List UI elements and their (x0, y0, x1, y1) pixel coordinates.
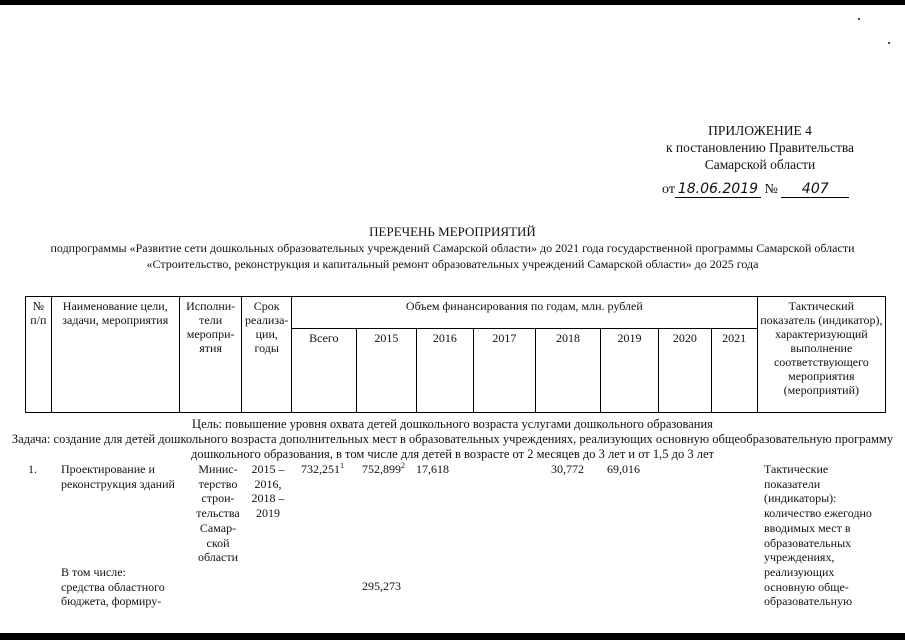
goal-text: Цель: повышение уровня охвата детей дошкольного возраста услугами дошкольного образования (192, 417, 713, 431)
header-year-2019: 2019 (600, 329, 658, 413)
header-funding: Объем финансирования по годам, млн. рублей (292, 297, 758, 329)
header-year-total: Всего (292, 329, 357, 413)
row1-executor-line: строи- (201, 491, 235, 506)
header-year-2016: 2016 (417, 329, 473, 413)
row1-indicator (764, 462, 872, 609)
row1-executor-line: Самар- (199, 520, 237, 535)
header-executors: Исполни-тели меропри-ятия (179, 297, 242, 413)
row1-2015-value: 752,899 (362, 462, 401, 476)
scan-speck (888, 42, 890, 44)
subprogram-line-2: «Строительство, реконструкция и капитальный ремонт образовательных учреждений Самарской области» до 2025 года (146, 257, 759, 271)
row1-term-line: 2019 (256, 506, 280, 521)
row1-name (61, 462, 175, 491)
appendix-block (640, 122, 880, 173)
row1-indicator-line: Тактические (764, 462, 829, 476)
row1-indicator-line: показатели (764, 476, 821, 491)
subrow-name-line: бюджета, формиру- (61, 594, 162, 609)
row1-2015-footnote: 2 (401, 461, 405, 470)
measures-table-header (25, 296, 886, 413)
header-num: № п/п (26, 297, 52, 413)
handwritten-number: 407 (781, 182, 849, 198)
row1-name-line: Проектирование и (61, 462, 155, 476)
row1-total-value: 732,251 (301, 462, 340, 476)
task-text-line-1: Задача: создание для детей дошкольного возраста дополнительных мест в образовательных учреждениях, реализующих основную общеобразовательную программу (11, 432, 894, 446)
row1-indicator-line: вводимых мест в (764, 520, 851, 535)
header-year-2021: 2021 (711, 329, 757, 413)
row1-term-line: 2018 – (251, 491, 285, 506)
row1-executor-line: ской (206, 535, 230, 550)
handwritten-date: 18.06.2019 (675, 182, 761, 198)
header-year-2020: 2020 (659, 329, 711, 413)
row1-indicator-line: основную обще- (764, 579, 849, 594)
resolution-date-line (662, 182, 849, 198)
row1-number: 1. (28, 462, 37, 476)
row1-term-line: 2015 – (251, 462, 285, 476)
header-term: Срок реализа-ции, годы (242, 297, 292, 413)
row1-indicator-line: (индикаторы): (764, 491, 837, 506)
appendix-resolution: к постановлению Правительства (665, 140, 855, 155)
row1-executor (192, 462, 244, 565)
subprogram-line-1: подпрограммы «Развитие сети дошкольных образовательных учреждений Самарской области» до 2021 года государственной программы Самарской области (50, 241, 855, 255)
document-title: ПЕРЕЧЕНЬ МЕРОПРИЯТИЙ (369, 224, 536, 239)
scan-speck (858, 18, 860, 20)
appendix-title: ПРИЛОЖЕНИЕ 4 (708, 123, 812, 138)
row1-indicator-line: образовательных (764, 535, 852, 550)
bottom-scan-border (0, 633, 905, 640)
row1-indicator-line: учреждениях, (764, 550, 835, 565)
header-year-2015: 2015 (356, 329, 417, 413)
row1-total-footnote: 1 (340, 461, 344, 470)
row1-2018: 30,772 (551, 462, 584, 476)
row1-2015 (362, 462, 405, 476)
row1-term (246, 462, 290, 521)
number-label: № (764, 182, 778, 197)
header-name: Наименование цели, задачи, мероприятия (51, 297, 179, 413)
subrow-name-line: средства областного (61, 579, 165, 594)
row1-indicator-line: образовательную (764, 594, 853, 609)
row1-executor-line: тельства (196, 506, 240, 521)
header-indicator: Тактический показатель (индикатор), характеризующий выполнение соответствующего мероприятия (мероприятий) (757, 297, 885, 413)
subrow-name (61, 565, 165, 609)
top-scan-border (0, 0, 905, 5)
subrow-name-line: В том числе: (61, 565, 126, 579)
date-prefix: от (662, 182, 675, 197)
header-year-2018: 2018 (536, 329, 601, 413)
row1-indicator-line: реализующих (764, 564, 835, 579)
row1-term-line: 2016, (254, 476, 282, 491)
row1-indicator-line: количество ежегодно (764, 506, 872, 521)
appendix-region: Самарской области (704, 157, 816, 172)
subrow-2015: 295,273 (362, 579, 401, 593)
header-year-2017: 2017 (473, 329, 536, 413)
row1-executor-line: области (197, 550, 239, 565)
row1-name-line: реконструкция зданий (61, 476, 175, 491)
row1-executor-line: Минис- (198, 462, 238, 476)
row1-total (301, 462, 344, 476)
row1-2019: 69,016 (607, 462, 640, 476)
row1-2016: 17,618 (416, 462, 449, 476)
task-text-line-2: дошкольного образования, в том числе для детей в возрасте от 2 месяцев до 3 лет и от 1,5 до 3 лет (191, 447, 714, 461)
row1-executor-line: терство (198, 476, 238, 491)
